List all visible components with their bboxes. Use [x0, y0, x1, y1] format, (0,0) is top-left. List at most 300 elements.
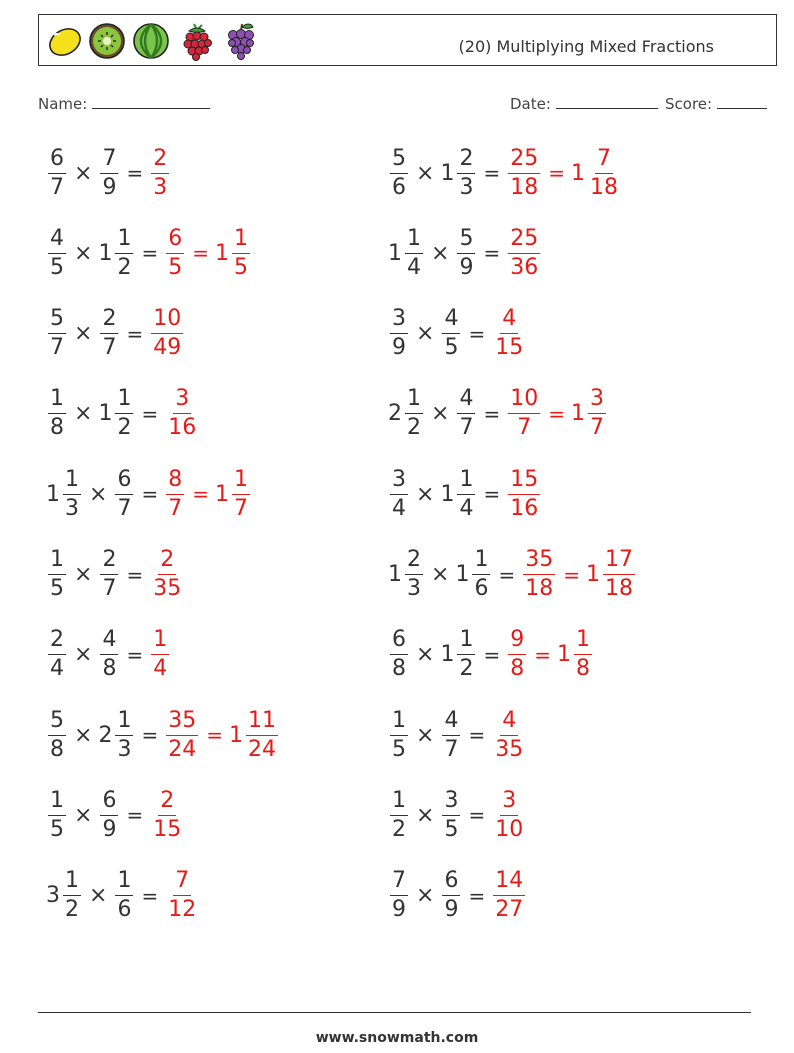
answer-improper-numerator: 3: [173, 388, 191, 414]
answer-mixed-whole: 1: [214, 481, 229, 507]
operand-a-denominator: 5: [50, 254, 64, 280]
operand-a-number: [46, 787, 68, 842]
answer-improper-denominator: 12: [168, 897, 197, 923]
operand-b-denominator: 5: [444, 816, 459, 842]
operand-b-whole: 1: [440, 642, 455, 668]
answer: [164, 466, 252, 521]
operand-b-number: [440, 145, 477, 200]
operand-a-fraction: [405, 388, 423, 439]
problem-item: [388, 142, 622, 204]
answer-improper-fraction: [493, 707, 525, 762]
times-sign: ×: [416, 321, 435, 347]
operand-b-number: [440, 308, 462, 359]
problem-item: [46, 784, 185, 846]
operand-b-denominator: 4: [459, 495, 474, 521]
equals-sign: =: [141, 883, 159, 908]
operand-b-number: [98, 225, 135, 280]
operand-b-numerator: 4: [442, 710, 460, 736]
answer: [164, 388, 200, 439]
answer-mixed-number: [570, 145, 622, 200]
operand-a-denominator: 4: [407, 254, 421, 280]
answer-improper-number: [491, 707, 527, 762]
times-sign: ×: [74, 642, 93, 668]
answer-improper-numerator: 6: [166, 228, 184, 254]
answer-improper-numerator: 10: [151, 308, 183, 334]
operand-b-fraction: [457, 225, 475, 280]
answer: [164, 870, 200, 921]
worksheet-title: (20) Multiplying Mixed Fractions: [458, 37, 714, 56]
operand-b-whole: 1: [440, 160, 455, 186]
answer-improper-numerator: 10: [508, 388, 540, 414]
answer-improper-numerator: 35: [166, 710, 198, 736]
times-sign: ×: [74, 240, 93, 266]
answer-improper-denominator: 35: [153, 576, 182, 601]
problem-item: [46, 383, 200, 445]
operand-a-number: [388, 787, 410, 842]
answer-mixed-fraction: [232, 466, 250, 521]
answer-improper-denominator: 15: [495, 335, 524, 361]
operand-b-fraction: [442, 707, 460, 762]
operand-a-fraction: [390, 466, 408, 521]
operand-a-number: [388, 145, 410, 200]
operand-a-numerator: 7: [390, 870, 408, 896]
operand-b-numerator: 6: [442, 870, 460, 896]
answer-mixed-numerator: 3: [588, 388, 606, 414]
answer-mixed-numerator: 11: [246, 710, 278, 736]
times-sign: ×: [74, 321, 93, 347]
operand-b-whole: 1: [98, 240, 113, 266]
operand-a-number: [46, 466, 83, 521]
answer-mixed-whole: 1: [214, 240, 229, 266]
times-sign: ×: [431, 240, 450, 266]
answer-mixed-whole: 1: [228, 722, 243, 748]
answer: [164, 225, 252, 280]
operand-a-denominator: 5: [50, 816, 64, 842]
operand-a-fraction: [48, 629, 66, 680]
operand-a-numerator: 1: [390, 710, 408, 736]
operand-a-number: [388, 388, 425, 439]
answer-mixed-numerator: 1: [232, 469, 250, 495]
answer-improper-denominator: 15: [153, 816, 182, 842]
operand-b-number: [113, 466, 135, 521]
answer-improper-numerator: 15: [508, 469, 540, 495]
problem-item: [388, 222, 542, 284]
operand-a-number: [46, 308, 68, 359]
operand-a-number: [388, 466, 410, 521]
operand-b-numerator: 1: [457, 469, 475, 495]
operand-b-number: [98, 145, 120, 200]
times-sign: ×: [74, 562, 93, 587]
operand-a-numerator: 3: [390, 308, 408, 334]
answer-mixed-denominator: 7: [589, 415, 604, 441]
operand-a-denominator: 5: [50, 576, 64, 601]
answer-improper-numerator: 25: [508, 228, 540, 254]
operand-b-numerator: 1: [472, 549, 490, 575]
answer-equals-sign: =: [548, 161, 565, 185]
times-sign: ×: [431, 562, 450, 587]
answer-mixed-fraction: [246, 707, 278, 762]
operand-a-denominator: 4: [50, 656, 64, 682]
equals-sign: =: [141, 723, 159, 748]
score-blank[interactable]: [717, 94, 767, 109]
answer: [506, 466, 542, 521]
answer-mixed-denominator: 7: [233, 495, 248, 521]
answer-improper-denominator: 8: [510, 656, 525, 682]
operand-a-number: [388, 707, 410, 762]
answer-improper-number: [491, 308, 527, 359]
problem-item: [46, 142, 171, 204]
operand-b-numerator: 2: [100, 308, 118, 334]
operand-b-fraction: [457, 466, 475, 521]
answer-improper-numerator: 4: [500, 710, 518, 736]
answer-mixed-whole: 1: [556, 642, 571, 668]
operand-a-fraction: [48, 707, 66, 762]
operand-b-numerator: 6: [100, 790, 118, 816]
answer-improper-numerator: 4: [500, 308, 518, 334]
answer-improper-number: [149, 787, 185, 842]
answer-equals-sign: =: [192, 241, 209, 266]
operand-a-numerator: 1: [63, 469, 81, 495]
answer-improper-fraction: [508, 145, 540, 200]
operand-b-denominator: 9: [102, 816, 117, 842]
answer-mixed-denominator: 24: [247, 736, 276, 762]
times-sign: ×: [416, 481, 435, 507]
operand-a-numerator: 1: [405, 388, 423, 414]
operand-b-numerator: 6: [115, 469, 133, 495]
answer-improper-number: [506, 466, 542, 521]
problem-item: [46, 544, 185, 606]
operand-a-fraction: [48, 225, 66, 280]
equals-sign: =: [468, 723, 486, 748]
operand-a-numerator: 1: [48, 790, 66, 816]
answer-mixed-number: [214, 225, 252, 280]
answer-improper-fraction: [151, 787, 183, 842]
answer-improper-denominator: 18: [510, 174, 539, 200]
operand-b-denominator: 3: [117, 736, 132, 762]
answer-improper-denominator: 24: [168, 736, 197, 762]
equals-sign: =: [498, 562, 516, 587]
answer-improper-number: [164, 225, 186, 280]
operand-a-number: [46, 870, 83, 921]
operand-a-numerator: 2: [48, 629, 66, 655]
operand-b-fraction: [472, 549, 490, 600]
operand-b-whole: 2: [98, 722, 113, 748]
times-sign: ×: [431, 401, 450, 427]
answer-mixed-denominator: 8: [575, 656, 590, 682]
operand-a-denominator: 9: [392, 897, 406, 923]
operand-b-denominator: 2: [117, 415, 132, 441]
times-sign: ×: [89, 481, 108, 507]
score-field: [665, 94, 767, 113]
operand-b-fraction: [100, 549, 118, 600]
answer-improper-fraction: [166, 466, 184, 521]
answer-improper-number: [491, 870, 527, 921]
operand-a-whole: 3: [46, 883, 60, 909]
operand-b-denominator: 6: [117, 897, 132, 923]
times-sign: ×: [89, 883, 108, 909]
answer: [506, 225, 542, 280]
answer-mixed-number: [586, 549, 637, 600]
name-field: [38, 94, 210, 113]
operand-a-fraction: [63, 870, 81, 921]
operand-b-numerator: 3: [442, 790, 460, 816]
operand-b-denominator: 2: [117, 254, 132, 280]
date-blank[interactable]: [556, 94, 658, 109]
answer-improper-denominator: 16: [168, 415, 197, 441]
operand-b-denominator: 8: [102, 656, 117, 682]
operand-a-fraction: [48, 308, 66, 359]
operand-b-number: [455, 225, 477, 280]
equals-sign: =: [483, 642, 501, 667]
times-sign: ×: [416, 642, 435, 668]
problem-item: [388, 784, 527, 846]
answer-improper-denominator: 5: [168, 254, 183, 280]
operand-b-number: [98, 308, 120, 359]
operand-b-fraction: [457, 388, 475, 439]
answer-improper-fraction: [151, 145, 169, 200]
answer-mixed-number: [214, 466, 252, 521]
answer-improper-numerator: 9: [508, 629, 526, 655]
operand-a-number: [388, 308, 410, 359]
operand-a-denominator: 7: [50, 174, 64, 200]
operand-b-whole: 1: [98, 401, 113, 427]
problem-item: [46, 463, 252, 525]
answer: [149, 629, 171, 680]
times-sign: ×: [74, 722, 93, 748]
answer: [506, 388, 608, 439]
answer: [506, 145, 622, 200]
operand-b-fraction: [115, 707, 133, 762]
answer-improper-fraction: [166, 388, 198, 439]
operand-a-numerator: 1: [390, 790, 408, 816]
times-sign: ×: [416, 160, 435, 186]
problem-item: [388, 544, 637, 606]
problem-item: [388, 704, 527, 766]
date-label: Date:: [510, 95, 551, 113]
answer-improper-fraction: [508, 388, 540, 439]
answer-improper-numerator: 3: [500, 790, 518, 816]
answer-improper-fraction: [493, 787, 525, 842]
operand-a-fraction: [48, 549, 66, 600]
answer-improper-denominator: 7: [517, 415, 532, 441]
date-field: [510, 94, 658, 113]
operand-a-fraction: [390, 629, 408, 680]
operand-b-numerator: 4: [442, 308, 460, 334]
operand-b-fraction: [115, 225, 133, 280]
operand-b-denominator: 2: [459, 656, 474, 682]
answer-improper-denominator: 10: [495, 816, 524, 842]
operand-b-denominator: 5: [444, 335, 459, 361]
answer-improper-number: [149, 549, 185, 600]
answer-improper-denominator: 3: [153, 174, 168, 200]
times-sign: ×: [416, 722, 435, 748]
equals-sign: =: [126, 161, 144, 185]
equals-sign: =: [483, 401, 501, 426]
answer-improper-numerator: 2: [158, 790, 176, 816]
operand-b-whole: 1: [440, 481, 455, 507]
operand-a-denominator: 5: [392, 736, 406, 762]
equals-sign: =: [468, 321, 486, 346]
answer-improper-denominator: 27: [495, 897, 524, 923]
operand-b-numerator: 1: [115, 870, 133, 896]
answer-mixed-fraction: [603, 549, 635, 600]
equals-sign: =: [483, 241, 501, 266]
answer-improper-number: [506, 225, 542, 280]
operand-a-fraction: [390, 145, 408, 200]
operand-a-denominator: 2: [65, 897, 79, 923]
operand-a-numerator: 1: [48, 549, 66, 575]
answer-improper-number: [491, 787, 527, 842]
operand-a-numerator: 6: [48, 148, 66, 174]
operand-b-denominator: 7: [444, 736, 459, 762]
answer: [491, 308, 527, 359]
operand-b-denominator: 9: [459, 254, 474, 280]
times-sign: ×: [416, 802, 435, 828]
operand-b-denominator: 7: [459, 415, 474, 441]
answer-improper-denominator: 7: [168, 495, 183, 521]
answer-mixed-numerator: 1: [574, 629, 592, 655]
problem-item: [388, 463, 542, 525]
operand-b-denominator: 9: [102, 174, 117, 200]
equals-sign: =: [141, 401, 159, 426]
operand-b-denominator: 7: [117, 495, 132, 521]
answer-improper-fraction: [493, 870, 525, 921]
operand-a-denominator: 3: [65, 495, 79, 521]
operand-b-number: [440, 466, 477, 521]
answer-improper-fraction: [151, 629, 169, 680]
answer-mixed-denominator: 5: [233, 254, 248, 280]
answer-mixed-number: [557, 629, 594, 680]
times-sign: ×: [74, 802, 93, 828]
operand-b-numerator: 2: [457, 148, 475, 174]
answer-mixed-denominator: 18: [589, 174, 618, 200]
answer-improper-fraction: [523, 549, 555, 600]
times-sign: ×: [74, 160, 93, 186]
equals-sign: =: [126, 642, 144, 667]
answer-improper-denominator: 35: [495, 736, 524, 762]
equals-sign: =: [468, 803, 486, 828]
answer-improper-numerator: 8: [166, 469, 184, 495]
answer-mixed-whole: 1: [570, 401, 585, 427]
operand-b-numerator: 4: [457, 388, 475, 414]
operand-b-denominator: 7: [102, 335, 117, 361]
operand-b-numerator: 5: [457, 228, 475, 254]
worksheet-header: [38, 14, 777, 66]
operand-b-numerator: 1: [457, 629, 475, 655]
equals-sign: =: [141, 482, 159, 507]
operand-b-fraction: [100, 308, 118, 359]
operand-a-denominator: 3: [407, 576, 421, 601]
operand-a-denominator: 4: [392, 495, 406, 521]
operand-b-number: [440, 629, 477, 680]
answer-mixed-numerator: 1: [232, 228, 250, 254]
problem-item: [388, 624, 594, 686]
operand-b-fraction: [100, 629, 118, 680]
answer-equals-sign: =: [548, 401, 565, 426]
operand-b-fraction: [457, 629, 475, 680]
operand-a-fraction: [48, 388, 66, 439]
operand-b-number: [440, 787, 462, 842]
operand-a-number: [46, 225, 68, 280]
operand-a-numerator: 5: [390, 148, 408, 174]
answer-improper-denominator: 36: [510, 254, 539, 280]
equals-sign: =: [126, 562, 144, 587]
answer: [491, 707, 527, 762]
answer-improper-fraction: [493, 308, 525, 359]
operand-a-denominator: 2: [392, 816, 406, 842]
operand-b-number: [455, 388, 477, 439]
operand-a-fraction: [390, 787, 408, 842]
problem-item: [388, 383, 608, 445]
answer-improper-fraction: [166, 225, 184, 280]
operand-b-fraction: [115, 870, 133, 921]
answer-improper-number: [506, 388, 542, 439]
operand-b-number: [98, 707, 135, 762]
answer-improper-fraction: [151, 308, 183, 359]
operand-a-denominator: 6: [392, 174, 406, 200]
answer: [149, 549, 185, 600]
operand-b-fraction: [457, 145, 475, 200]
operand-b-fraction: [100, 145, 118, 200]
operand-a-fraction: [48, 787, 66, 842]
answer-improper-number: [149, 308, 185, 359]
answer-mixed-fraction: [232, 225, 250, 280]
operand-a-number: [46, 388, 68, 439]
operand-b-denominator: 7: [102, 576, 117, 601]
operand-a-fraction: [48, 145, 66, 200]
name-blank[interactable]: [92, 94, 210, 109]
operand-b-denominator: 6: [474, 576, 489, 601]
answer-improper-number: [164, 870, 200, 921]
problem-item: [388, 865, 527, 927]
answer-mixed-fraction: [574, 629, 592, 680]
answer: [506, 629, 594, 680]
answer-equals-sign: =: [534, 642, 551, 667]
answer: [521, 549, 637, 600]
footer-url: www.snowmath.com: [315, 1030, 479, 1046]
answer-improper-number: [164, 707, 200, 762]
operand-a-fraction: [405, 549, 423, 600]
answer-improper-number: [506, 629, 528, 680]
operand-b-number: [98, 629, 120, 680]
operand-a-whole: 2: [388, 401, 402, 427]
operand-a-numerator: 1: [48, 388, 66, 414]
operand-b-fraction: [442, 308, 460, 359]
operand-b-number: [455, 549, 492, 600]
answer-improper-numerator: 2: [151, 148, 169, 174]
operand-b-numerator: 1: [115, 388, 133, 414]
answer-improper-number: [149, 145, 171, 200]
operand-b-fraction: [442, 870, 460, 921]
answer: [491, 870, 527, 921]
operand-a-fraction: [390, 707, 408, 762]
operand-a-number: [46, 707, 68, 762]
operand-b-number: [113, 870, 135, 921]
operand-a-denominator: 2: [407, 415, 421, 441]
operand-a-whole: 1: [388, 240, 402, 266]
answer-improper-numerator: 7: [173, 870, 191, 896]
answer-mixed-denominator: 18: [604, 576, 633, 601]
answer-improper-number: [506, 145, 542, 200]
times-sign: ×: [74, 401, 93, 427]
answer-improper-fraction: [151, 549, 183, 600]
operand-a-denominator: 9: [392, 335, 406, 361]
answer-equals-sign: =: [563, 562, 580, 587]
operand-a-fraction: [390, 870, 408, 921]
answer-improper-number: [521, 549, 557, 600]
operand-a-fraction: [405, 225, 423, 280]
answer-improper-numerator: 25: [508, 148, 540, 174]
